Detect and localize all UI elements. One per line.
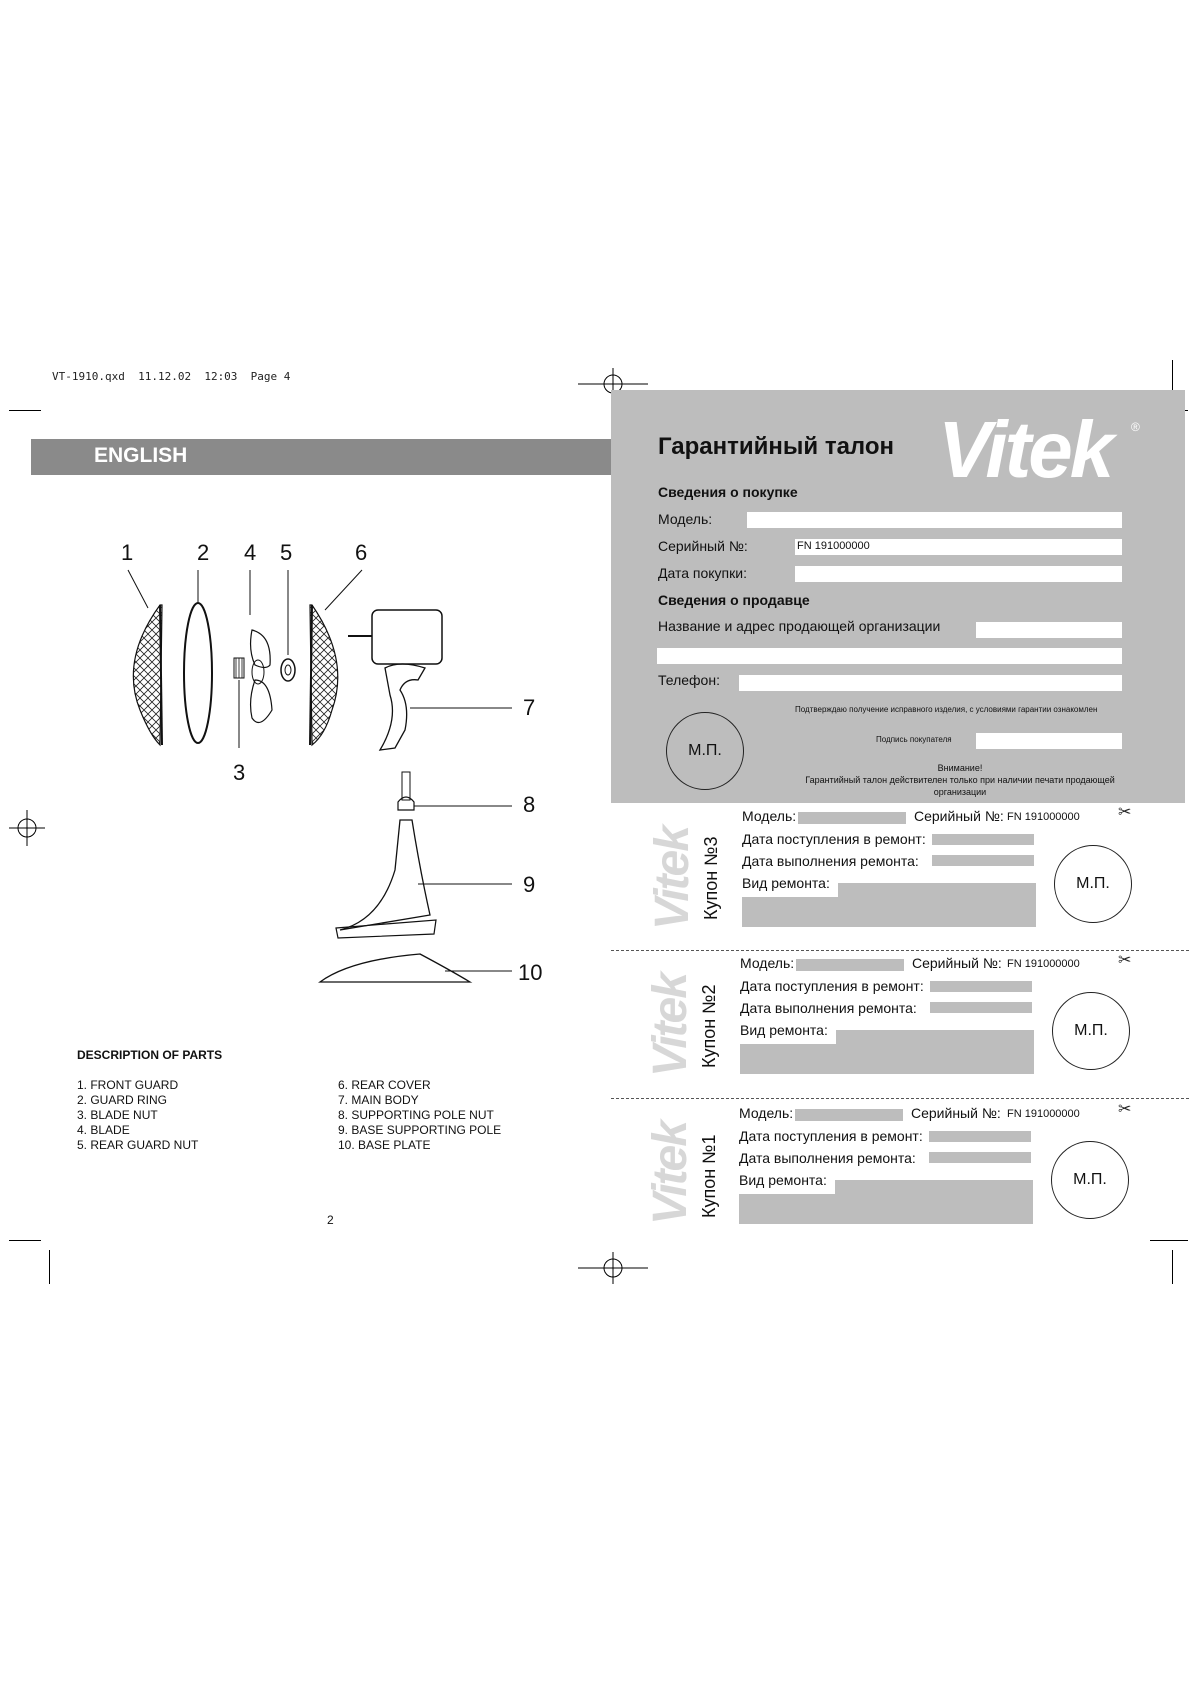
callout-number: 5 — [280, 540, 293, 565]
part-item: 5. REAR GUARD NUT — [77, 1138, 199, 1152]
file-slug: VT-1910.qxd 11.12.02 12:03 Page 4 — [52, 370, 291, 383]
callout-number: 3 — [233, 760, 246, 785]
coupon-label: Купон №1 — [699, 1134, 719, 1218]
seller-heading: Сведения о продавце — [658, 592, 810, 608]
coupon-repair-type-area[interactable] — [742, 897, 1036, 927]
coupon-received-field[interactable] — [932, 834, 1034, 845]
crop-mark — [9, 1240, 41, 1241]
serial-value: FN 191000000 — [797, 540, 870, 552]
phone-label: Телефон: — [658, 672, 720, 688]
notice — [800, 762, 1120, 798]
part-item: 3. BLADE NUT — [77, 1108, 158, 1122]
registered-mark-icon: ® — [1131, 420, 1140, 434]
scissors-icon: ✂ — [1118, 804, 1132, 821]
vitek-logo: Vitek — [938, 405, 1112, 494]
seller-address-field[interactable] — [657, 648, 1122, 664]
coupon-serial-label: Серийный №: — [912, 955, 1002, 971]
coupon-model-field[interactable] — [795, 1109, 903, 1121]
part-item: 1. FRONT GUARD — [77, 1078, 179, 1092]
coupon-repair-type-field[interactable] — [835, 1180, 1033, 1194]
coupon-received-label: Дата поступления в ремонт: — [739, 1128, 923, 1144]
signature-label: Подпись покупателя — [876, 735, 952, 744]
part-item: 6. REAR COVER — [338, 1078, 431, 1092]
model-label: Модель: — [658, 511, 713, 527]
crop-mark — [9, 410, 41, 411]
callout-number: 6 — [355, 540, 368, 565]
serial-field[interactable] — [795, 539, 1122, 555]
page-number: 2 — [327, 1213, 334, 1227]
coupon-repair-type-area[interactable] — [739, 1194, 1033, 1224]
coupon-model-label: Модель: — [739, 1105, 794, 1121]
coupon-done-label: Дата выполнения ремонта: — [742, 853, 919, 869]
vitek-logo-vertical: Vitek — [644, 1122, 697, 1225]
coupon-serial-label: Серийный №: — [911, 1105, 1001, 1121]
coupon-done-label: Дата выполнения ремонта: — [740, 1000, 917, 1016]
model-field[interactable] — [747, 512, 1122, 528]
registration-mark-icon — [9, 810, 45, 846]
phone-field[interactable] — [739, 675, 1122, 691]
coupon-stamp: М.П. — [1051, 1141, 1129, 1219]
part-item: 2. GUARD RING — [77, 1093, 168, 1107]
purchase-heading: Сведения о покупке — [658, 484, 798, 500]
coupon-repair-type-label: Вид ремонта: — [742, 875, 830, 891]
part-item: 8. SUPPORTING POLE NUT — [338, 1108, 494, 1122]
cut-line — [611, 950, 1189, 951]
coupon-repair-type-label: Вид ремонта: — [740, 1022, 828, 1038]
coupon-done-field[interactable] — [930, 1002, 1032, 1013]
coupon-serial-value: FN 191000000 — [1007, 811, 1080, 823]
part-item: 9. BASE SUPPORTING POLE — [338, 1123, 502, 1137]
coupon-serial-value: FN 191000000 — [1007, 958, 1080, 970]
cut-line — [611, 1098, 1189, 1099]
coupon-stamp: М.П. — [1052, 992, 1130, 1070]
callout-number: 10 — [518, 960, 543, 985]
registration-mark-icon — [578, 1252, 648, 1284]
section-label: ENGLISH — [94, 444, 188, 467]
coupon-repair-type-field[interactable] — [836, 1030, 1034, 1044]
coupon-model-label: Модель: — [742, 808, 797, 824]
crop-mark — [49, 1250, 50, 1284]
coupon-model-field[interactable] — [798, 812, 906, 824]
notice-title: Внимание! — [937, 763, 983, 773]
section-header — [31, 439, 611, 475]
confirm-text: Подтверждаю получение исправного изделия, с условиями гарантии ознакомлен — [795, 705, 1098, 714]
coupon-received-field[interactable] — [930, 981, 1032, 992]
coupon-stamp: М.П. — [1054, 845, 1132, 923]
scissors-icon: ✂ — [1118, 952, 1132, 969]
coupon-received-field[interactable] — [929, 1131, 1031, 1142]
purchase-date-label: Дата покупки: — [658, 565, 747, 581]
part-item: 10. BASE PLATE — [338, 1138, 431, 1152]
coupon-label: Купон №2 — [699, 984, 719, 1068]
coupon-done-field[interactable] — [929, 1152, 1031, 1163]
coupon-received-label: Дата поступления в ремонт: — [740, 978, 924, 994]
coupon-received-label: Дата поступления в ремонт: — [742, 831, 926, 847]
callout-number: 7 — [523, 695, 536, 720]
coupon-model-label: Модель: — [740, 955, 795, 971]
crop-mark — [1172, 1250, 1173, 1284]
coupon-done-field[interactable] — [932, 855, 1034, 866]
callout-number: 8 — [523, 792, 536, 817]
stamp-circle: М.П. — [666, 712, 744, 790]
purchase-date-field[interactable] — [795, 566, 1122, 582]
seller-name-field[interactable] — [976, 622, 1122, 638]
callout-number: 4 — [244, 540, 257, 565]
coupon-done-label: Дата выполнения ремонта: — [739, 1150, 916, 1166]
parts-list-left — [77, 1078, 198, 1153]
callout-number: 2 — [197, 540, 210, 565]
coupon-repair-type-label: Вид ремонта: — [739, 1172, 827, 1188]
coupon-label: Купон №3 — [701, 836, 721, 920]
parts-list-right — [338, 1078, 501, 1153]
coupon-serial-value: FN 191000000 — [1007, 1108, 1080, 1120]
callout-number: 1 — [121, 540, 134, 565]
crop-mark — [1150, 1240, 1188, 1241]
coupon-repair-type-area[interactable] — [740, 1044, 1034, 1074]
description-title: DESCRIPTION OF PARTS — [77, 1048, 223, 1062]
notice-text: Гарантийный талон действителен только при наличии печати продающей организации — [805, 775, 1115, 797]
callout-number: 9 — [523, 872, 536, 897]
coupon-serial-label: Серийный №: — [914, 808, 1004, 824]
coupon-model-field[interactable] — [796, 959, 904, 971]
part-item: 4. BLADE — [77, 1123, 130, 1137]
part-item: 7. MAIN BODY — [338, 1093, 419, 1107]
signature-field[interactable] — [976, 733, 1122, 749]
vitek-logo-vertical: Vitek — [646, 827, 699, 930]
serial-label: Серийный №: — [658, 538, 748, 554]
fan-exploded-diagram — [100, 530, 560, 1000]
scissors-icon: ✂ — [1118, 1101, 1132, 1118]
seller-name-label: Название и адрес продающей организации — [658, 618, 941, 634]
coupon-repair-type-field[interactable] — [838, 883, 1036, 897]
warranty-title: Гарантийный талон — [658, 433, 895, 460]
vitek-logo-vertical: Vitek — [644, 974, 697, 1077]
